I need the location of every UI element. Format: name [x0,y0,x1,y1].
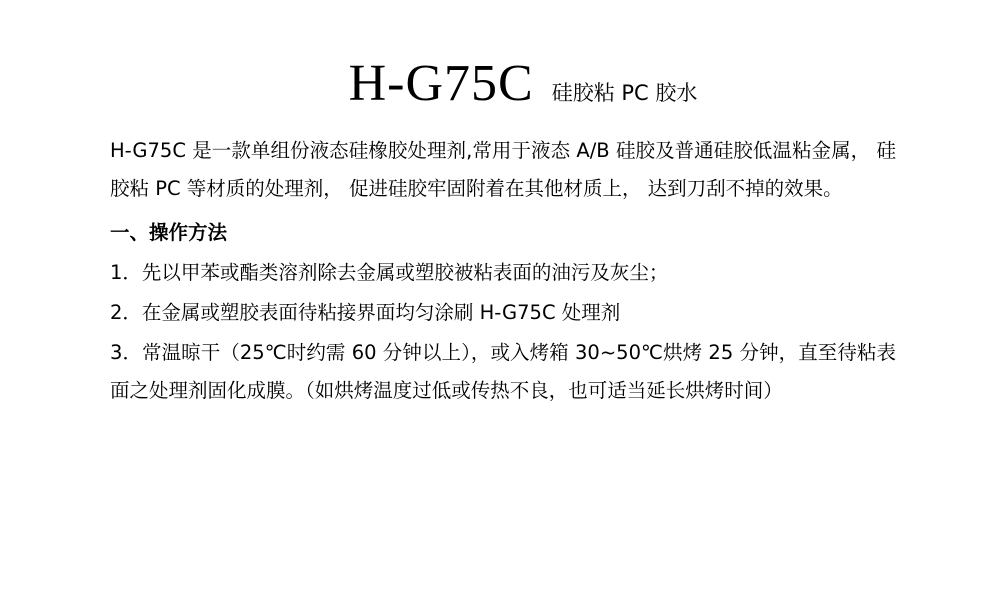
list-item: 3．常温晾干（25℃时约需 60 分钟以上），或入烤箱 30~50℃烘烤 25 分钟，直至待粘表面之处理剂固化成膜。（如烘烤温度过低或传热不良，也可适当延长烘烤时间） [110,341,896,403]
page-title: H-G75C [348,55,534,112]
page-subtitle: 硅胶粘 PC 胶水 [551,81,698,105]
intro-paragraph: H-G75C 是一款单组份液态硅橡胶处理剂,常用于液态 A/B 硅胶及普通硅胶低温粘金属， 硅胶粘 PC 等材质的处理剂， 促进硅胶牢固附着在其他材质上， 达到刀刮不掉的效果。 [110,139,896,201]
list-item: 1．先以甲苯或酯类溶剂除去金属或塑胶被粘表面的油污及灰尘； [110,261,669,285]
section-heading-operation: 一、操作方法 [110,221,228,245]
list-item: 2．在金属或塑胶表面待粘接界面均匀涂刷 H-G75C 处理剂 [110,301,621,325]
title-row [110,55,896,112]
